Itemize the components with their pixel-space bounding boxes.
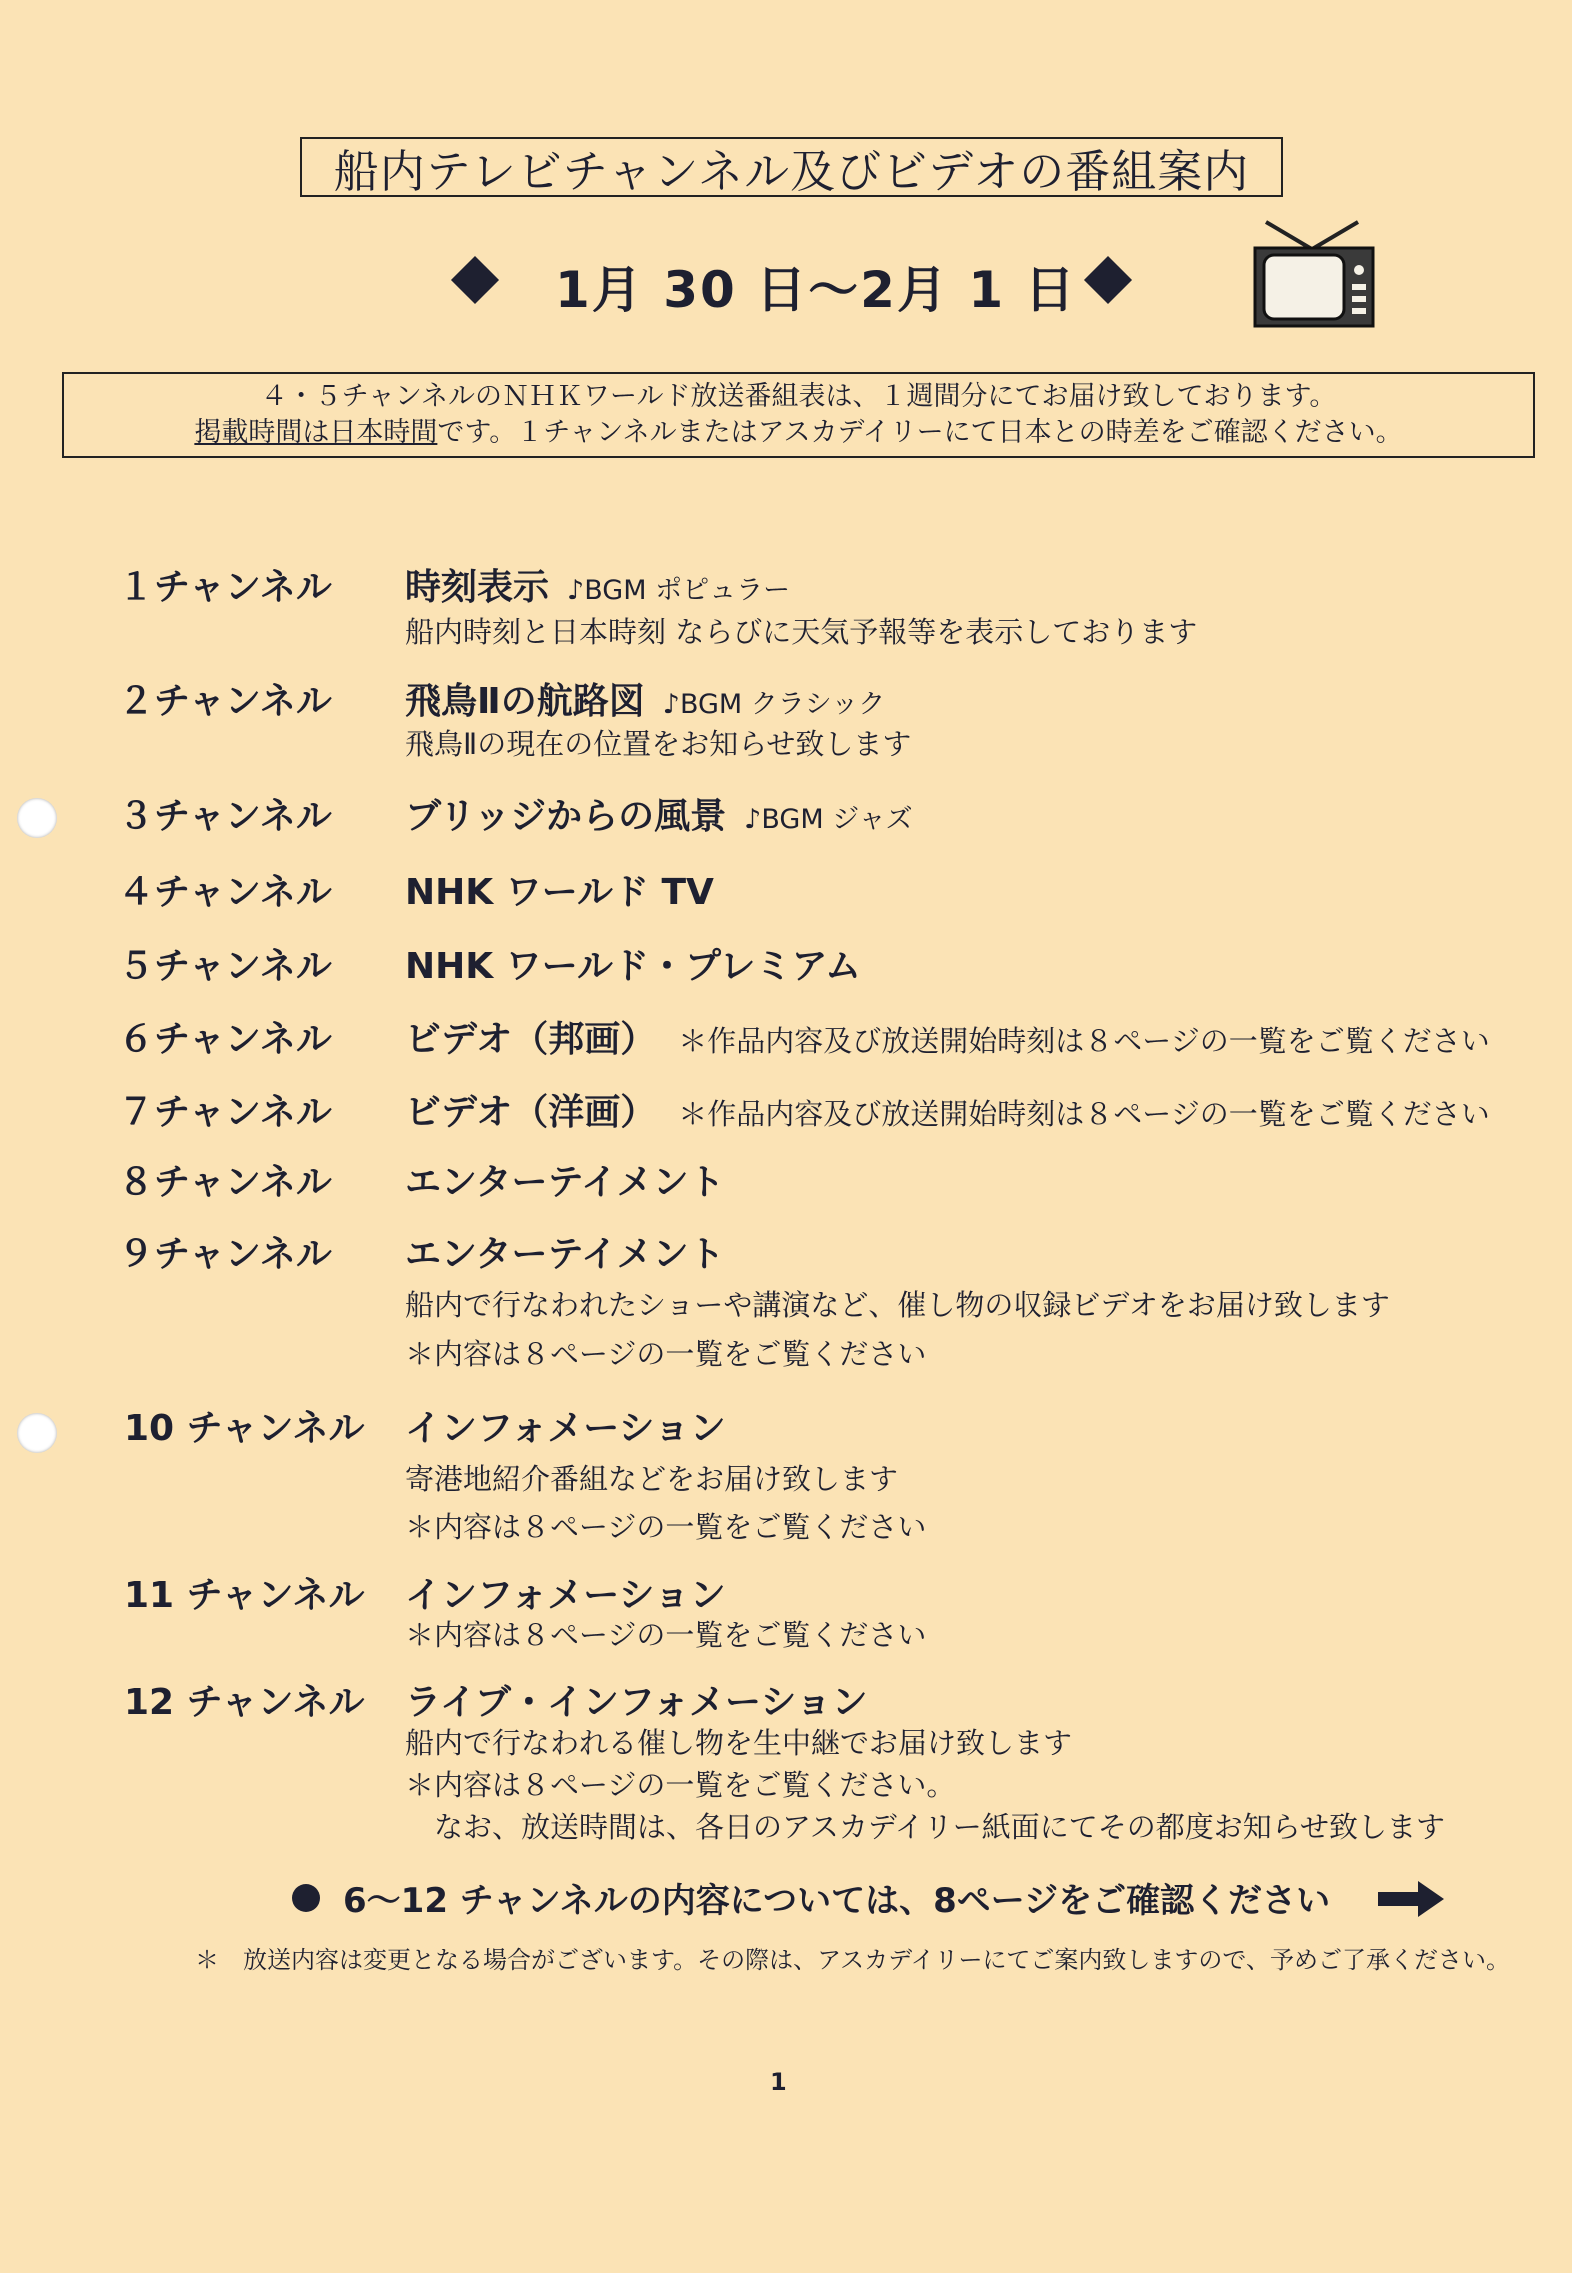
channel-7-label: ７チャンネル <box>118 1092 332 1133</box>
channel-8-label: ８チャンネル <box>118 1162 332 1203</box>
channel-9-desc-1: 船内で行なわれたショーや講演など、催し物の収録ビデオをお届け致します <box>405 1288 1390 1322</box>
channel-12-label: 12 チャンネル <box>124 1682 365 1723</box>
notice-underlined: 掲載時間は日本時間 <box>194 417 438 448</box>
channel-12-desc-3: なお、放送時間は、各日のアスカデイリー紙面にてその都度お知らせ致します <box>405 1810 1445 1844</box>
channel-10-desc-1: 寄港地紹介番組などをお届け致します <box>405 1462 899 1496</box>
notice-line-1: ４・５チャンネルのＮＨＫワールド放送番組表は、１週間分にてお届け致しております。 <box>260 381 1337 412</box>
channel-3-label: ３チャンネル <box>118 796 332 837</box>
date-range: 1月 30 日～2月 1 日 <box>555 261 1077 319</box>
tv-icon <box>1252 218 1377 330</box>
channel-11-desc-1: ＊内容は８ページの一覧をご覧ください <box>405 1618 927 1652</box>
channel-11-program: インフォメーション <box>405 1575 726 1616</box>
channel-2-program <box>405 673 885 724</box>
channel-8-program: エンターテイメント <box>405 1162 725 1203</box>
channel-2-program-name: 飛鳥Ⅱの航路図 <box>405 681 645 722</box>
channel-11-label: 11 チャンネル <box>124 1575 365 1616</box>
channel-1-bgm: ♪BGM ポピュラー <box>567 575 791 606</box>
channel-2-label: ２チャンネル <box>118 681 332 722</box>
channel-9-desc-2: ＊内容は８ページの一覧をご覧ください <box>405 1337 927 1371</box>
page-title-text: 船内テレビチャンネル及びビデオの番組案内 <box>333 144 1250 198</box>
bullet-icon <box>292 1884 320 1912</box>
channel-12-program: ライブ・インフォメーション <box>405 1682 868 1723</box>
notice-line-2 <box>64 415 1533 451</box>
channel-10-label: 10 チャンネル <box>124 1408 365 1449</box>
footer-main-text: 6～12 チャンネルの内容については、8ページをご確認ください <box>343 1881 1331 1921</box>
channel-9-program: エンターテイメント <box>405 1234 725 1275</box>
channel-7-program <box>405 1084 1490 1135</box>
page-title <box>300 137 1283 197</box>
channel-9-label: ９チャンネル <box>118 1234 332 1275</box>
channel-6-program-name: ビデオ（邦画） <box>405 1019 657 1060</box>
channel-4-label: ４チャンネル <box>118 872 332 913</box>
channel-1-program-name: 時刻表示 <box>405 567 550 608</box>
channel-7-note: ＊作品内容及び放送開始時刻は８ページの一覧をご覧ください <box>678 1097 1490 1131</box>
channel-5-label: ５チャンネル <box>118 946 332 987</box>
page-number: 1 <box>770 2068 787 2096</box>
channel-3-program <box>405 788 913 839</box>
channel-5-program: NHK ワールド・プレミアム <box>405 946 862 987</box>
channel-4-program: NHK ワールド TV <box>405 872 714 913</box>
channel-12-desc-1: 船内で行なわれる催し物を生中継でお届け致します <box>405 1726 1073 1760</box>
channel-7-program-name: ビデオ（洋画） <box>405 1092 657 1133</box>
notice-line-2-rest: です。１チャンネルまたはアスカデイリーにて日本との時差をご確認ください。 <box>437 417 1403 448</box>
channel-6-label: ６チャンネル <box>118 1019 332 1060</box>
punch-hole-bottom <box>17 1413 57 1453</box>
arrow-right-icon <box>1378 1881 1444 1917</box>
channel-10-desc-2: ＊内容は８ページの一覧をご覧ください <box>405 1510 927 1544</box>
channel-2-desc-1: 飛鳥Ⅱの現在の位置をお知らせ致します <box>405 727 912 761</box>
punch-hole-top <box>17 798 57 838</box>
channel-1-label: １チャンネル <box>118 567 332 608</box>
channel-6-note: ＊作品内容及び放送開始時刻は８ページの一覧をご覧ください <box>678 1024 1490 1058</box>
notice-box <box>62 372 1535 458</box>
channel-1-desc-1: 船内時刻と日本時刻 ならびに天気予報等を表示しております <box>405 615 1198 649</box>
channel-6-program <box>405 1011 1490 1062</box>
channel-3-program-name: ブリッジからの風景 <box>405 796 727 837</box>
channel-12-desc-2: ＊内容は８ページの一覧をご覧ください。 <box>405 1768 956 1802</box>
diamond-left-icon <box>451 256 499 304</box>
channel-1-program <box>405 559 790 610</box>
channel-3-bgm: ♪BGM ジャズ <box>744 804 913 835</box>
diamond-right-icon <box>1084 256 1132 304</box>
channel-10-program: インフォメーション <box>405 1408 726 1449</box>
channel-2-bgm: ♪BGM クラシック <box>662 689 886 720</box>
footer-note: ＊ 放送内容は変更となる場合がございます。その際は、アスカデイリーにてご案内致しますので、予めご了承ください。 <box>195 1946 1510 1974</box>
